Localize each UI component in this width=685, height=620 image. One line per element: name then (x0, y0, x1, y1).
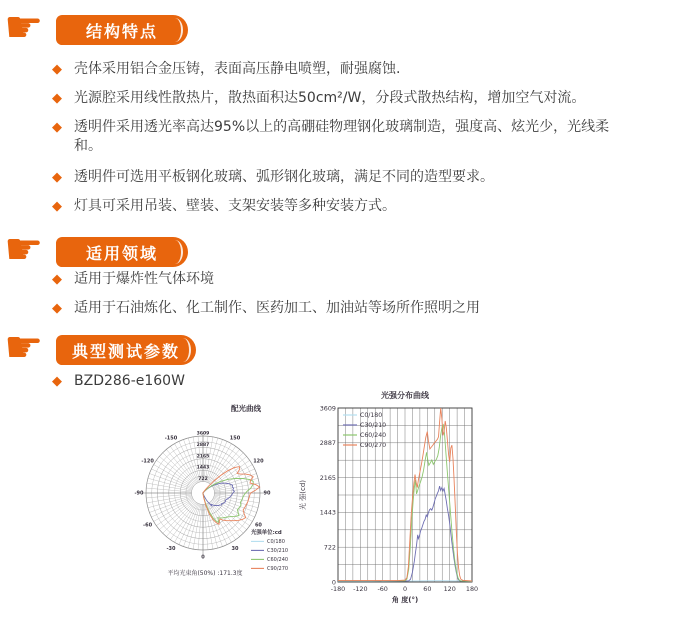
diamond-bullet-icon: ◆ (52, 301, 62, 316)
svg-text:C60/240: C60/240 (267, 557, 289, 563)
list-item-text: 适用于爆炸性气体环境 (74, 271, 214, 287)
list-item (52, 197, 658, 216)
polar-chart-title: 配光曲线 (231, 404, 261, 413)
section-title: 结构特点 (85, 21, 158, 41)
svg-text:-120: -120 (141, 458, 154, 465)
svg-text:1443: 1443 (196, 465, 210, 471)
section-header-application (0, 224, 685, 275)
svg-text:-90: -90 (134, 490, 144, 497)
model-label: BZD286-e160W (74, 373, 185, 389)
line-y-tick-labels (320, 404, 336, 586)
diamond-bullet-icon: ◆ (52, 120, 62, 135)
section-title: 适用领域 (85, 243, 158, 263)
svg-text:光强单位:cd: 光强单位:cd (251, 530, 282, 536)
diamond-bullet-icon: ◆ (52, 170, 62, 185)
list-item-text: 光源腔采用线性散热片，散热面积达50cm²/W，分段式散热结构，增加空气对流。 (74, 90, 586, 106)
polar-chart-footer: 平均光束角(50%) :171.3度 (167, 570, 243, 577)
svg-text:C0/180: C0/180 (360, 412, 383, 419)
svg-text:60: 60 (254, 522, 262, 529)
line-x-axis-label: 角 度(°) (391, 596, 419, 604)
line-legend (343, 412, 386, 449)
svg-text:C30/210: C30/210 (267, 548, 289, 554)
svg-text:2165: 2165 (196, 454, 210, 460)
svg-text:-120: -120 (353, 585, 368, 593)
svg-text:-60: -60 (377, 585, 388, 593)
line-chart-title: 光强分布曲线 (381, 391, 429, 400)
svg-text:90: 90 (263, 490, 271, 497)
svg-text:-30: -30 (166, 546, 176, 553)
svg-text:C0/180: C0/180 (267, 539, 285, 545)
pointing-hand-icon: ☛ (4, 2, 44, 53)
section-banner (56, 237, 188, 267)
svg-text:1443: 1443 (319, 508, 336, 517)
svg-text:C90/270: C90/270 (267, 566, 289, 572)
pointing-hand-icon: ☛ (4, 224, 44, 275)
application-list (52, 270, 658, 328)
structure-feature-list (52, 60, 658, 226)
list-item-text: 灯具可采用吊装、壁装、支架安装等多种安装方式。 (74, 198, 396, 214)
diamond-bullet-icon: ◆ (52, 62, 62, 77)
svg-text:0: 0 (331, 578, 336, 587)
list-item (52, 89, 658, 108)
list-item-text: 透明件可选用平板钢化玻璃、弧形钢化玻璃，满足不同的造型要求。 (74, 169, 494, 185)
list-item (52, 168, 658, 187)
svg-text:0: 0 (402, 585, 408, 593)
svg-text:C90/270: C90/270 (360, 442, 387, 449)
svg-text:-150: -150 (164, 435, 178, 442)
svg-text:30: 30 (231, 546, 239, 553)
section-title: 典型测试参数 (72, 341, 181, 361)
svg-text:722: 722 (323, 543, 336, 552)
svg-text:3609: 3609 (196, 431, 210, 437)
svg-text:60: 60 (423, 585, 432, 593)
section-banner (56, 15, 188, 45)
svg-text:C60/240: C60/240 (360, 432, 387, 439)
list-item (52, 118, 658, 156)
section-banner (56, 335, 196, 365)
svg-text:2165: 2165 (319, 473, 336, 482)
list-item-text: 适用于石油炼化、化工制作、医药加工、加油站等场所作照明之用 (74, 300, 480, 316)
polar-legend (251, 528, 288, 572)
diamond-bullet-icon: ◆ (52, 374, 62, 389)
svg-text:2887: 2887 (319, 439, 336, 448)
list-item (52, 299, 658, 318)
line-y-axis-label: 光 强(cd) (299, 480, 307, 510)
intensity-distribution-chart (293, 384, 491, 614)
svg-text:0: 0 (201, 554, 205, 561)
svg-text:722: 722 (198, 477, 208, 483)
line-chart-svg (293, 384, 491, 614)
svg-text:150: 150 (229, 435, 241, 442)
svg-text:2887: 2887 (196, 442, 210, 448)
list-item-text: 壳体采用铝合金压铸，表面高压静电喷塑，耐强腐蚀. (74, 61, 401, 77)
diamond-bullet-icon: ◆ (52, 199, 62, 214)
svg-text:-180: -180 (330, 585, 346, 593)
line-x-tick-labels (331, 585, 478, 593)
diamond-bullet-icon: ◆ (52, 272, 62, 287)
diamond-bullet-icon: ◆ (52, 91, 62, 106)
line-grid (338, 408, 472, 582)
svg-text:120: 120 (253, 458, 264, 465)
list-item (52, 60, 658, 79)
svg-text:3609: 3609 (319, 404, 336, 413)
svg-text:180: 180 (465, 585, 479, 593)
svg-text:120: 120 (443, 585, 456, 593)
svg-text:C30/210: C30/210 (360, 422, 387, 429)
list-item (52, 270, 658, 289)
section-header-test-params (0, 322, 685, 373)
list-item-text: 透明件采用透光率高达95%以上的高硼硅物理钢化玻璃制造，强度高、炫光少，光线柔和。 (74, 119, 610, 154)
section-header-structure (0, 2, 685, 53)
pointing-hand-icon: ☛ (4, 322, 44, 373)
svg-text:-60: -60 (143, 522, 153, 529)
